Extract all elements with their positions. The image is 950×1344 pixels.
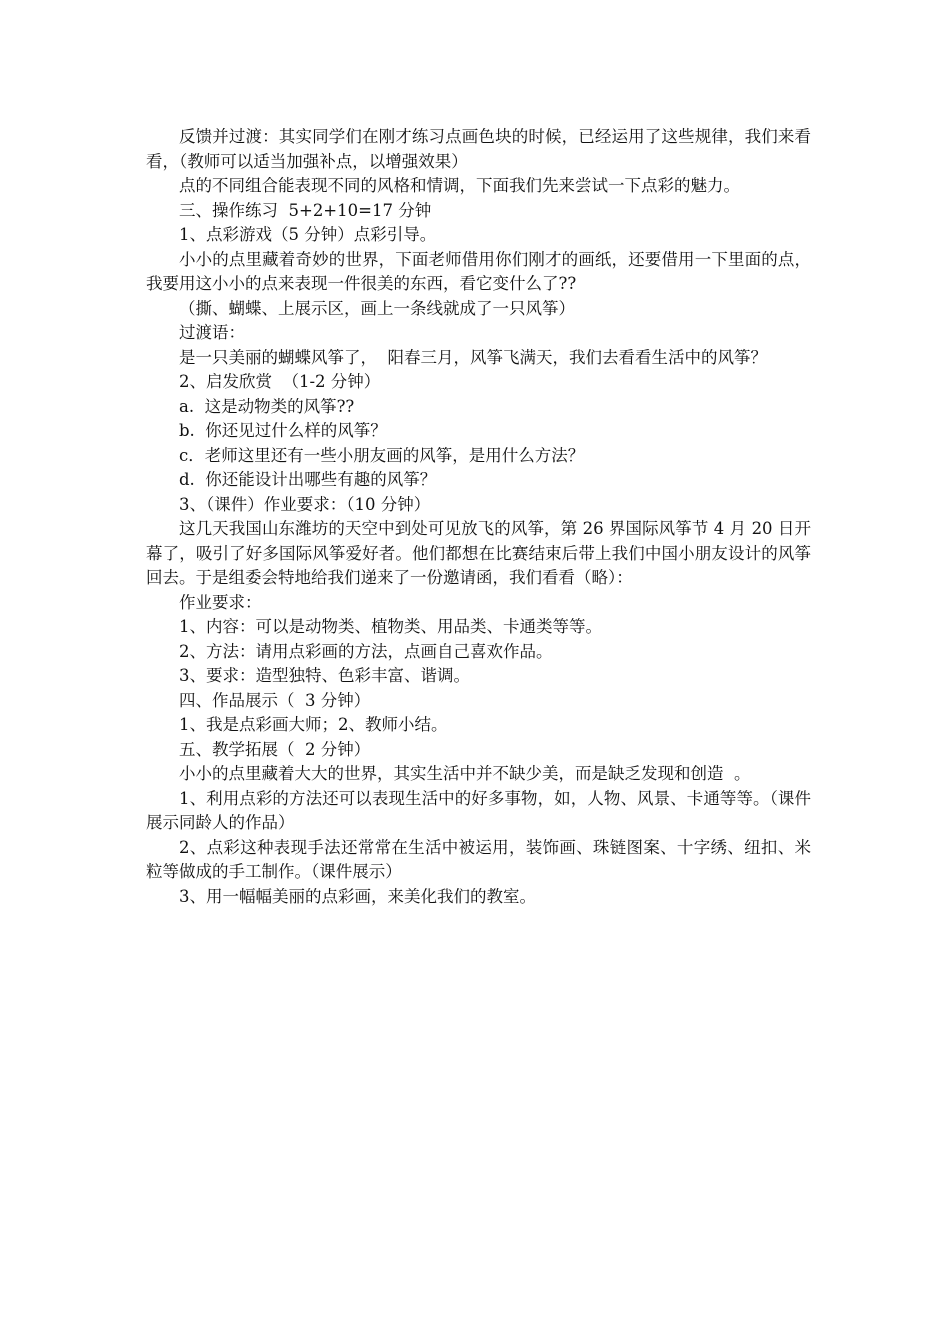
list-item-extension-2: 2、点彩这种表现手法还常常在生活中被运用，装饰画、珠链图案、十字绣、纽扣、米粒等做成的手工制作。（课件展示）: [146, 837, 811, 881]
list-item-extension-3: 3、用一幅幅美丽的点彩画，来美化我们的教室。: [179, 886, 536, 906]
list-item-extension-1: 1、利用点彩的方法还可以表现生活中的好多事物，如，人物、风景、卡通等等。（课件展示同龄人的作品）: [146, 788, 811, 832]
paragraph-kite-demo: （撕、蝴蝶、上展示区，画上一条线就成了一只风筝）: [179, 298, 575, 318]
heading-assignment: 3、（课件）作业要求：（10 分钟）: [179, 494, 431, 514]
paragraph-weifang-kite-festival: 这几天我国山东潍坊的天空中到处可见放飞的风筝，第 26 界国际风筝节 4 月 20 日开幕了，吸引了好多国际风筝爱好者。他们都想在比赛结束后带上我们中国小朋友设计的风筝回去。于是组委会特地给我们递来了一份邀请函，我们看看（略）：: [146, 519, 811, 587]
heading-exhibition: 四、作品展示（ 3 分钟）: [179, 690, 371, 710]
list-item-requirement: 3、要求：造型独特、色彩丰富、谐调。: [179, 666, 470, 685]
list-item-c: c．老师这里还有一些小朋友画的风筝，是用什么方法？: [179, 445, 585, 465]
paragraph-small-dot-world: 小小的点里藏着奇妙的世界，下面老师借用你们刚才的画纸，还要借用一下里面的点，我要用这小小的点来表现一件很美的东西，看它变什么了??: [146, 249, 811, 293]
paragraph-assignment-label: 作业要求：: [179, 592, 262, 612]
heading-extension: 五、教学拓展（ 2 分钟）: [179, 739, 371, 759]
paragraph-butterfly-kite: 是一只美丽的蝴蝶风筝了， 阳春三月，风筝飞满天，我们去看看生活中的风筝？: [179, 347, 767, 367]
list-item-a: a. 这是动物类的风筝??: [179, 396, 355, 416]
heading-operation-practice: 三、操作练习 5+2+10=17 分钟: [179, 200, 432, 220]
list-item-content: 1、内容：可以是动物类、植物类、用品类、卡通类等等。: [179, 617, 602, 636]
list-item-d: d. 你还能设计出哪些有趣的风筝？: [179, 470, 437, 489]
list-item-method: 2、方法：请用点彩画的方法，点画自己喜欢作品。: [179, 641, 553, 661]
paragraph-big-world: 小小的点里藏着大大的世界，其实生活中并不缺少美，而是缺乏发现和创造 。: [179, 764, 751, 783]
paragraph-exhibition-items: 1、我是点彩画大师；2、教师小结。: [179, 715, 448, 734]
list-item-b: b. 你还见过什么样的风筝？: [179, 421, 387, 440]
paragraph-dot-combination: 点的不同组合能表现不同的风格和情调，下面我们先来尝试一下点彩的魅力。: [179, 176, 740, 195]
document-body: [146, 125, 811, 909]
paragraph-feedback-transition: 反馈并过渡：其实同学们在刚才练习点画色块的时候，已经运用了这些规律，我们来看看，（教师可以适当加强补点，以增强效果）: [146, 127, 811, 171]
paragraph-transition-label: 过渡语：: [179, 323, 245, 342]
paragraph-dot-game: 1、点彩游戏（5 分钟）点彩引导。: [179, 225, 437, 244]
heading-appreciation: 2、启发欣赏 （1-2 分钟）: [179, 372, 381, 391]
